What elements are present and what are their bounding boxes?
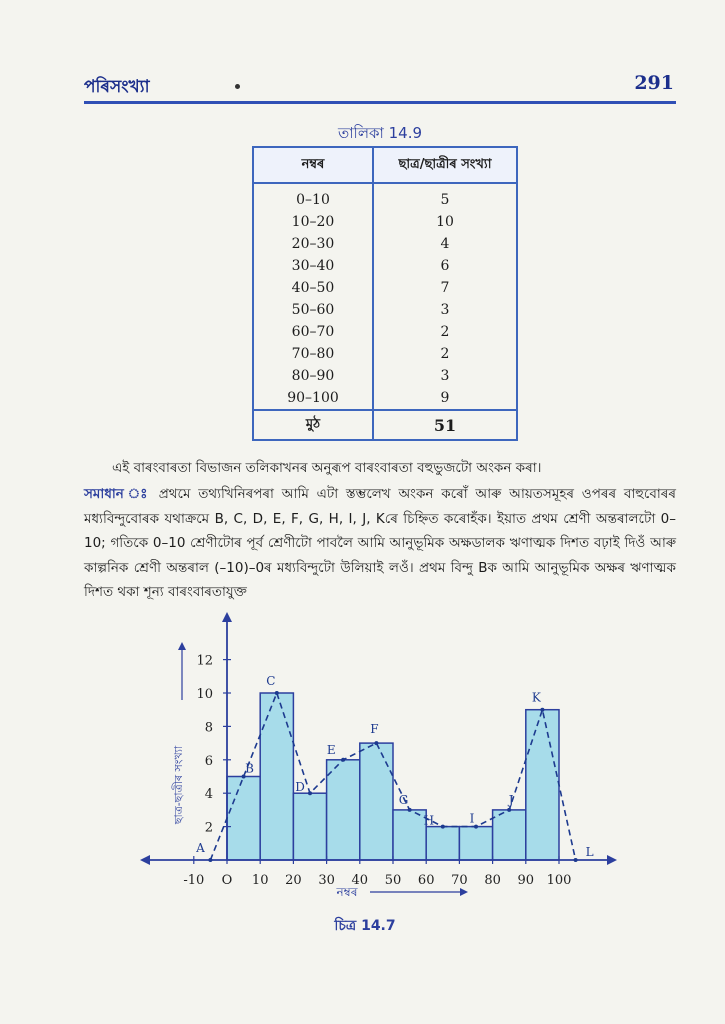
x-tick-label: 60 <box>417 873 435 888</box>
histogram-bar <box>327 760 360 860</box>
y-tick-label: 8 <box>204 720 213 736</box>
x-tick-label: 50 <box>384 873 402 888</box>
histogram-bar <box>293 793 326 860</box>
histogram-bar <box>459 827 492 860</box>
x-tick-label: 40 <box>351 873 369 888</box>
histogram-bar <box>426 827 459 860</box>
cell-range: 60–70 <box>253 321 373 343</box>
y-tick-label: 6 <box>204 753 213 769</box>
histogram-bar <box>227 777 260 861</box>
polygon-point-label: H <box>423 813 435 828</box>
y-axis-arrow <box>222 612 232 622</box>
polygon-vertex <box>574 858 578 862</box>
polygon-point-label: J <box>508 792 514 807</box>
y-label-arrow-head <box>178 642 186 650</box>
cell-count: 5 <box>373 183 517 211</box>
cell-count: 2 <box>373 321 517 343</box>
x-tick-label: 20 <box>285 873 302 888</box>
cell-range: 80–90 <box>253 365 373 387</box>
x-tick-label: 10 <box>251 873 269 888</box>
y-tick-label: 10 <box>196 687 213 702</box>
cell-count: 10 <box>373 211 517 233</box>
polygon-vertex <box>275 691 279 695</box>
total-label: মুঠ <box>253 410 373 440</box>
x-tick-label: 90 <box>517 873 535 888</box>
polygon-vertex <box>507 808 511 812</box>
cell-range: 70–80 <box>253 343 373 365</box>
polygon-vertex <box>540 708 544 712</box>
cell-count: 9 <box>373 387 517 410</box>
x-tick-label: 80 <box>484 873 501 888</box>
histogram-bar <box>493 810 526 860</box>
cell-range: 20–30 <box>253 233 373 255</box>
y-axis-label: ছাত্ৰ-ছাত্ৰীৰ সংখ্যা <box>172 745 185 825</box>
polygon-point-label: K <box>531 690 541 705</box>
y-tick-label: 2 <box>204 820 213 836</box>
polygon-vertex <box>374 741 378 745</box>
cell-range: 0–10 <box>253 183 373 211</box>
polygon-vertex <box>474 825 478 829</box>
cell-range: 30–40 <box>253 255 373 277</box>
polygon-vertex <box>341 758 345 762</box>
x-axis-label: নম্বৰ <box>336 885 358 899</box>
cell-range: 10–20 <box>253 211 373 233</box>
polygon-point-label: F <box>370 722 379 737</box>
polygon-vertex <box>408 808 412 812</box>
polygon-point-label: B <box>245 761 255 776</box>
histogram-bar <box>393 810 426 860</box>
polygon-point-label: G <box>398 792 409 807</box>
x-tick-label: 30 <box>318 873 335 888</box>
question-text: এই বাৰংবাৰতা বিভাজন তলিকাখনৰ অনুৰূপ বাৰংবাৰতা বহুভুজটো অংকন কৰা। <box>112 460 542 476</box>
cell-count: 3 <box>373 299 517 321</box>
col-header-marks: নম্বৰ <box>253 147 373 183</box>
histogram-bar <box>260 693 293 860</box>
table-caption: তালিকা 14.9 <box>337 124 423 142</box>
chapter-title: পৰিসংখ্যা <box>84 77 150 97</box>
cell-range: 90–100 <box>253 387 373 410</box>
total-value: 51 <box>373 410 517 440</box>
solution-label: সমাধান ঃ <box>84 486 151 502</box>
x-tick-label: 70 <box>451 873 468 888</box>
x-tick-label: -10 <box>183 873 205 888</box>
histogram-bar <box>360 743 393 860</box>
polygon-vertex <box>308 791 312 795</box>
polygon-vertex <box>441 825 445 829</box>
figure-caption: চিত্ৰ 14.7 <box>334 918 396 934</box>
histogram-bar <box>526 710 559 860</box>
y-tick-label: 12 <box>196 653 213 669</box>
col-header-students: ছাত্ৰ/ছাত্ৰীৰ সংখ্যা <box>373 147 517 183</box>
x-tick-label: O <box>221 873 233 888</box>
cell-count: 3 <box>373 365 517 387</box>
solution-body: প্ৰথমে তথ্যখিনিৰপৰা আমি এটা স্তম্ভলেখ অংকন কৰোঁ আৰু আয়তসমূহৰ ওপৰৰ বাহুবোৰৰ মধ্যবিন্দুবোৰক যথাক্ৰমে B, C, D, E, F, G, H, I, J, Kৰে চিহ্নিত কৰোহঁক। ইয়াত প্ৰথম শ্ৰেণী অন্তৰালটো 0–10; গতিকে 0–10 শ্ৰেণীটোৰ পূৰ্ব শ্ৰেণীটো পাবলৈ আমি আনুভূমিক অক্ষডালক ঋণাত্মক দিশত বঢ়াই দিওঁ আৰু কাল্পনিক শ্ৰেণী অন্তৰাল (–10)–0ৰ মধ্যবিন্দুটো উলিয়াই লওঁ। প্ৰথম বিন্দু Bক আমি আনুভূমিক অক্ষৰ ঋণাত্মক দিশত থকা শূন্য বাৰংবাৰতাযুক্ত <box>84 486 676 600</box>
x-label-arrow-head <box>460 888 468 896</box>
cell-count: 4 <box>373 233 517 255</box>
cell-range: 40–50 <box>253 277 373 299</box>
polygon-point-label: I <box>469 811 475 826</box>
polygon-point-label: E <box>326 742 336 757</box>
cell-count: 7 <box>373 277 517 299</box>
polygon-point-label: C <box>266 674 276 688</box>
cell-count: 6 <box>373 255 517 277</box>
polygon-point-label: L <box>585 845 594 859</box>
polygon-point-label: D <box>295 780 305 795</box>
x-axis-left-arrow <box>140 855 150 865</box>
x-tick-label: 100 <box>546 873 572 888</box>
polygon-point-label: A <box>196 841 205 855</box>
cell-range: 50–60 <box>253 299 373 321</box>
page-number: 291 <box>634 72 674 94</box>
polygon-vertex <box>208 858 212 862</box>
x-axis-right-arrow <box>607 855 617 865</box>
y-tick-label: 4 <box>204 787 213 803</box>
cell-count: 2 <box>373 343 517 365</box>
